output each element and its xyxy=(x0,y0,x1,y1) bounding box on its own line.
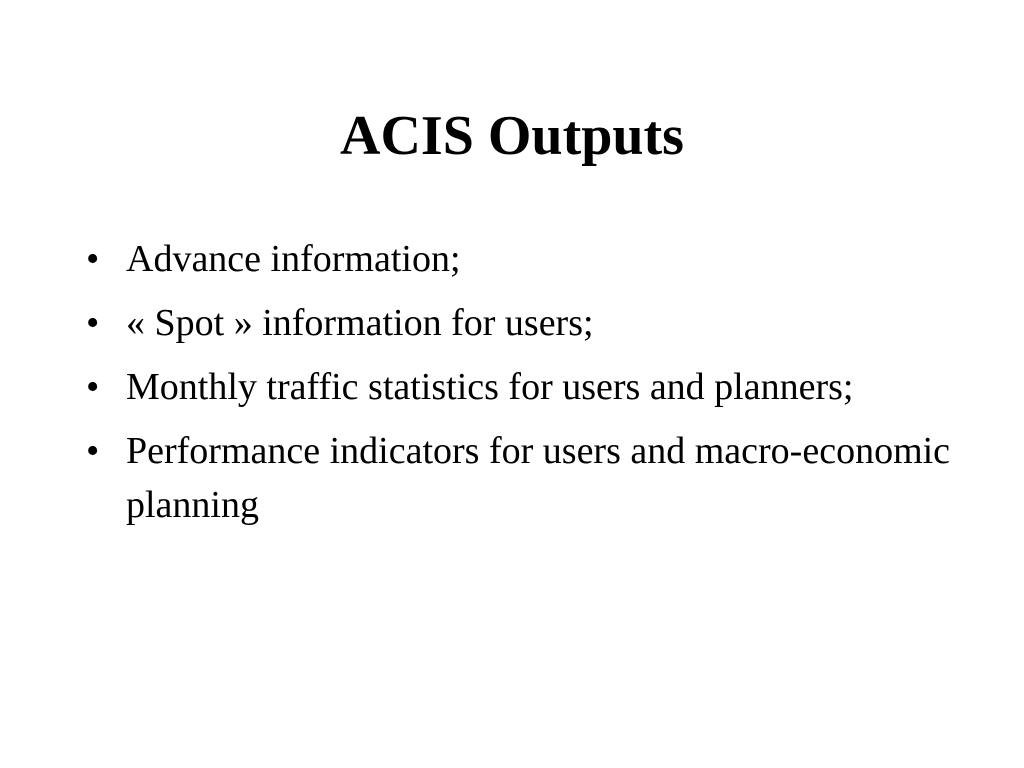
bullet-text: Advance information; xyxy=(126,238,461,280)
bullet-text: « Spot » information for users; xyxy=(126,302,594,344)
bullet-icon: • xyxy=(86,430,100,472)
bullet-icon: • xyxy=(86,238,100,280)
bullet-list xyxy=(86,232,956,542)
bullet-item-spot-information xyxy=(86,296,956,350)
bullet-item-performance-indicators xyxy=(86,424,956,532)
bullet-item-advance-information xyxy=(86,232,956,286)
bullet-item-monthly-traffic-statistics xyxy=(86,360,956,414)
bullet-text: Monthly traffic statistics for users and planners; xyxy=(126,366,854,408)
bullet-icon: • xyxy=(86,302,100,344)
bullet-icon: • xyxy=(86,366,100,408)
bullet-text: Performance indicators for users and macro-economic planning xyxy=(126,430,951,526)
slide-title: ACIS Outputs xyxy=(340,105,684,167)
